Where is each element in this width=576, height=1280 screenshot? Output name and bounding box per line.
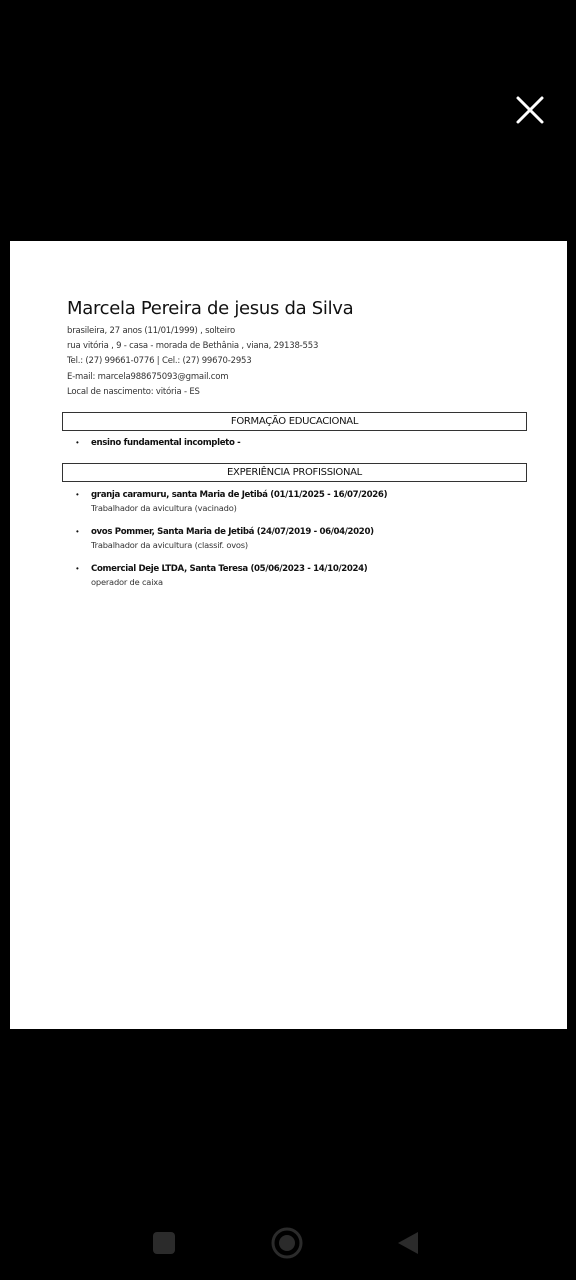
list-item <box>76 489 387 515</box>
education-item-title: ensino fundamental incompleto - <box>91 438 241 448</box>
experience-item-title: Comercial Deje LTDA, Santa Teresa (05/06/2023 - 14/10/2024) <box>91 564 368 574</box>
personal-info <box>67 324 318 400</box>
info-email: E-mail: marcela988675093@gmail.com <box>67 371 229 382</box>
bullet-icon: • <box>76 564 79 573</box>
info-birthplace: Local de nascimento: vitória - ES <box>67 386 200 397</box>
info-phones: Tel.: (27) 99661-0776 | Cel.: (27) 99670-2953 <box>67 356 252 367</box>
square-recents-icon[interactable] <box>153 1232 175 1254</box>
list-item <box>76 437 240 449</box>
experience-item-role: Trabalhador da avicultura (vacinado) <box>91 503 237 513</box>
list-item <box>76 526 387 552</box>
experience-item-title: granja caramuru, santa Maria de Jetibá (01/11/2025 - 16/07/2026) <box>91 490 388 500</box>
circle-home-icon[interactable] <box>270 1226 304 1260</box>
info-nationality-age: brasileira, 27 anos (11/01/1999) , solteiro <box>67 326 235 336</box>
bullet-icon: • <box>76 438 79 447</box>
close-x-icon <box>512 92 548 128</box>
education-list <box>76 437 240 449</box>
info-address: rua vitória , 9 - casa - morada de Bethânia , viana, 29138-553 <box>67 341 319 352</box>
close-button[interactable] <box>512 92 548 128</box>
education-section-header: FORMAÇÃO EDUCACIONAL <box>62 412 527 431</box>
resume-name: Marcela Pereira de jesus da Silva <box>67 298 354 319</box>
experience-item-role: operador de caixa <box>91 577 163 587</box>
experience-item-role: Trabalhador da avicultura (classif. ovos) <box>91 540 248 550</box>
experience-item-title: ovos Pommer, Santa Maria de Jetibá (24/07/2019 - 06/04/2020) <box>91 527 374 537</box>
list-item <box>76 563 387 589</box>
document-page <box>10 241 567 1029</box>
triangle-back-icon[interactable] <box>396 1230 420 1256</box>
experience-list <box>76 489 387 600</box>
system-navigation-bar <box>0 1205 576 1280</box>
experience-section-header: EXPERIÊNCIA PROFISSIONAL <box>62 463 527 482</box>
bullet-icon: • <box>76 490 79 499</box>
bullet-icon: • <box>76 527 79 536</box>
